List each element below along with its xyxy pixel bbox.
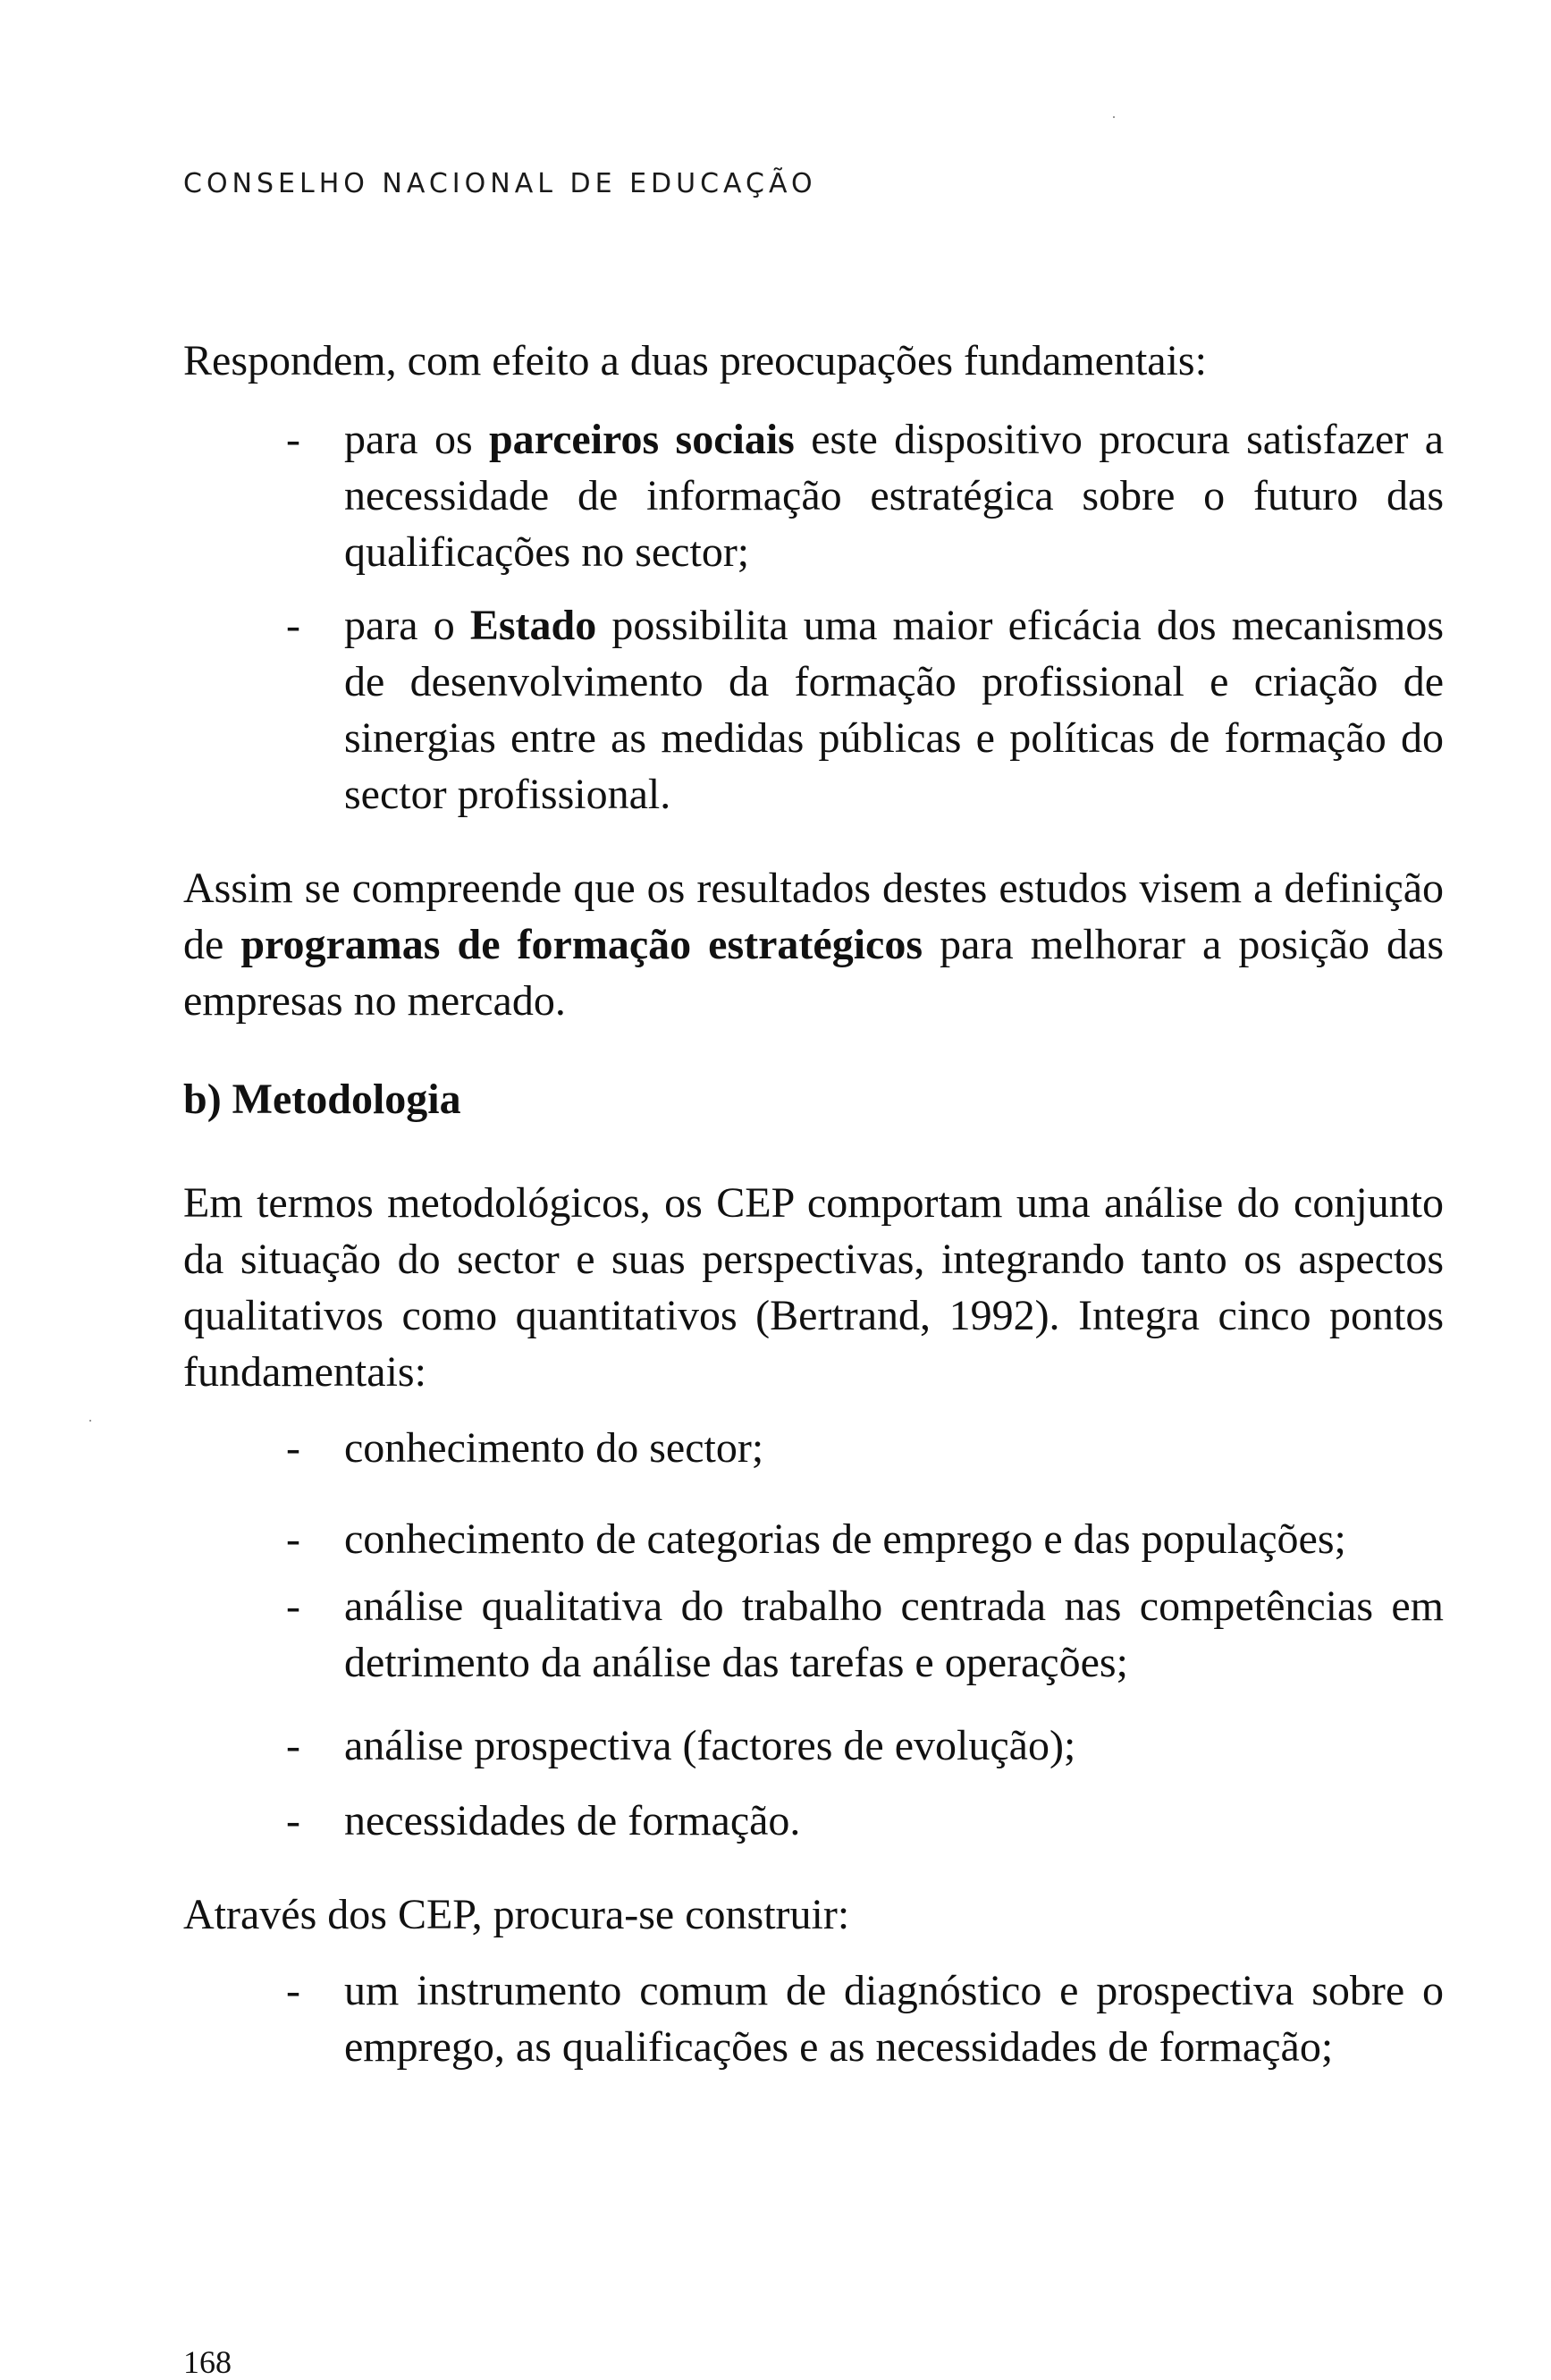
point-item: conhecimento do sector; — [344, 1424, 764, 1472]
concern-item-social-partners — [344, 411, 1444, 580]
list-dash: - — [286, 602, 300, 649]
item-text: para os — [344, 416, 489, 463]
page-number: 168 — [183, 2344, 232, 2380]
point-item: análise qualitativa do trabalho centrada nas competências em detrimento da análise das tarefas e operações; — [344, 1582, 1444, 1686]
methodology-paragraph: Em termos metodológicos, os CEP comportam uma análise do conjunto da situação do sector e suas perspectivas, integrando tanto os aspectos qualitativos como quantitativos (Bertrand, 1992). Integra cinco pontos fundamentais: — [183, 1179, 1444, 1396]
scan-speck — [89, 1420, 91, 1422]
item-text: este dispositivo procura satisfazer a necessidade de informação estratégica sobre o futuro das qualificações no sector; — [344, 416, 1444, 576]
point-item: necessidades de formação. — [344, 1797, 801, 1844]
item-text: possibilita uma maior eficácia dos mecanismos de desenvolvimento da formação profissional e criação de sinergias entre as medidas públicas e políticas de formação do sector profissional. — [344, 602, 1444, 818]
through-cep-paragraph: Através dos CEP, procura-se construir: — [183, 1891, 850, 1938]
list-dash: - — [286, 1797, 300, 1844]
list-dash: - — [286, 1515, 300, 1563]
conclusion-paragraph — [183, 860, 1444, 1029]
para-text: Assim se compreende que os resultados destes estudos visem a definição de — [183, 865, 1444, 968]
point-item: conhecimento de categorias de emprego e das populações; — [344, 1515, 1346, 1563]
list-dash: - — [286, 416, 300, 463]
section-heading: b) Metodologia — [183, 1076, 461, 1123]
list-dash: - — [286, 1722, 300, 1769]
para-text: para melhorar a posição das empresas no mercado. — [183, 921, 1445, 1025]
list-dash: - — [286, 1967, 300, 2014]
point-item: análise prospectiva (factores de evolução); — [344, 1722, 1076, 1769]
bold-term: programas de formação estratégicos — [240, 921, 923, 968]
concern-item-state — [344, 597, 1444, 823]
list-dash: - — [286, 1582, 300, 1630]
list-dash: - — [286, 1424, 300, 1472]
bold-term: Estado — [469, 602, 597, 649]
bold-term: parceiros sociais — [488, 416, 795, 463]
running-head: CONSELHO NACIONAL DE EDUCAÇÃO — [183, 168, 817, 199]
scan-speck — [1113, 116, 1115, 118]
item-text: para o — [344, 602, 470, 649]
intro-paragraph: Respondem, com efeito a duas preocupações fundamentais: — [183, 337, 1207, 384]
build-item: um instrumento comum de diagnóstico e prospectiva sobre o emprego, as qualificações e as necessidades de formação; — [344, 1967, 1444, 2071]
